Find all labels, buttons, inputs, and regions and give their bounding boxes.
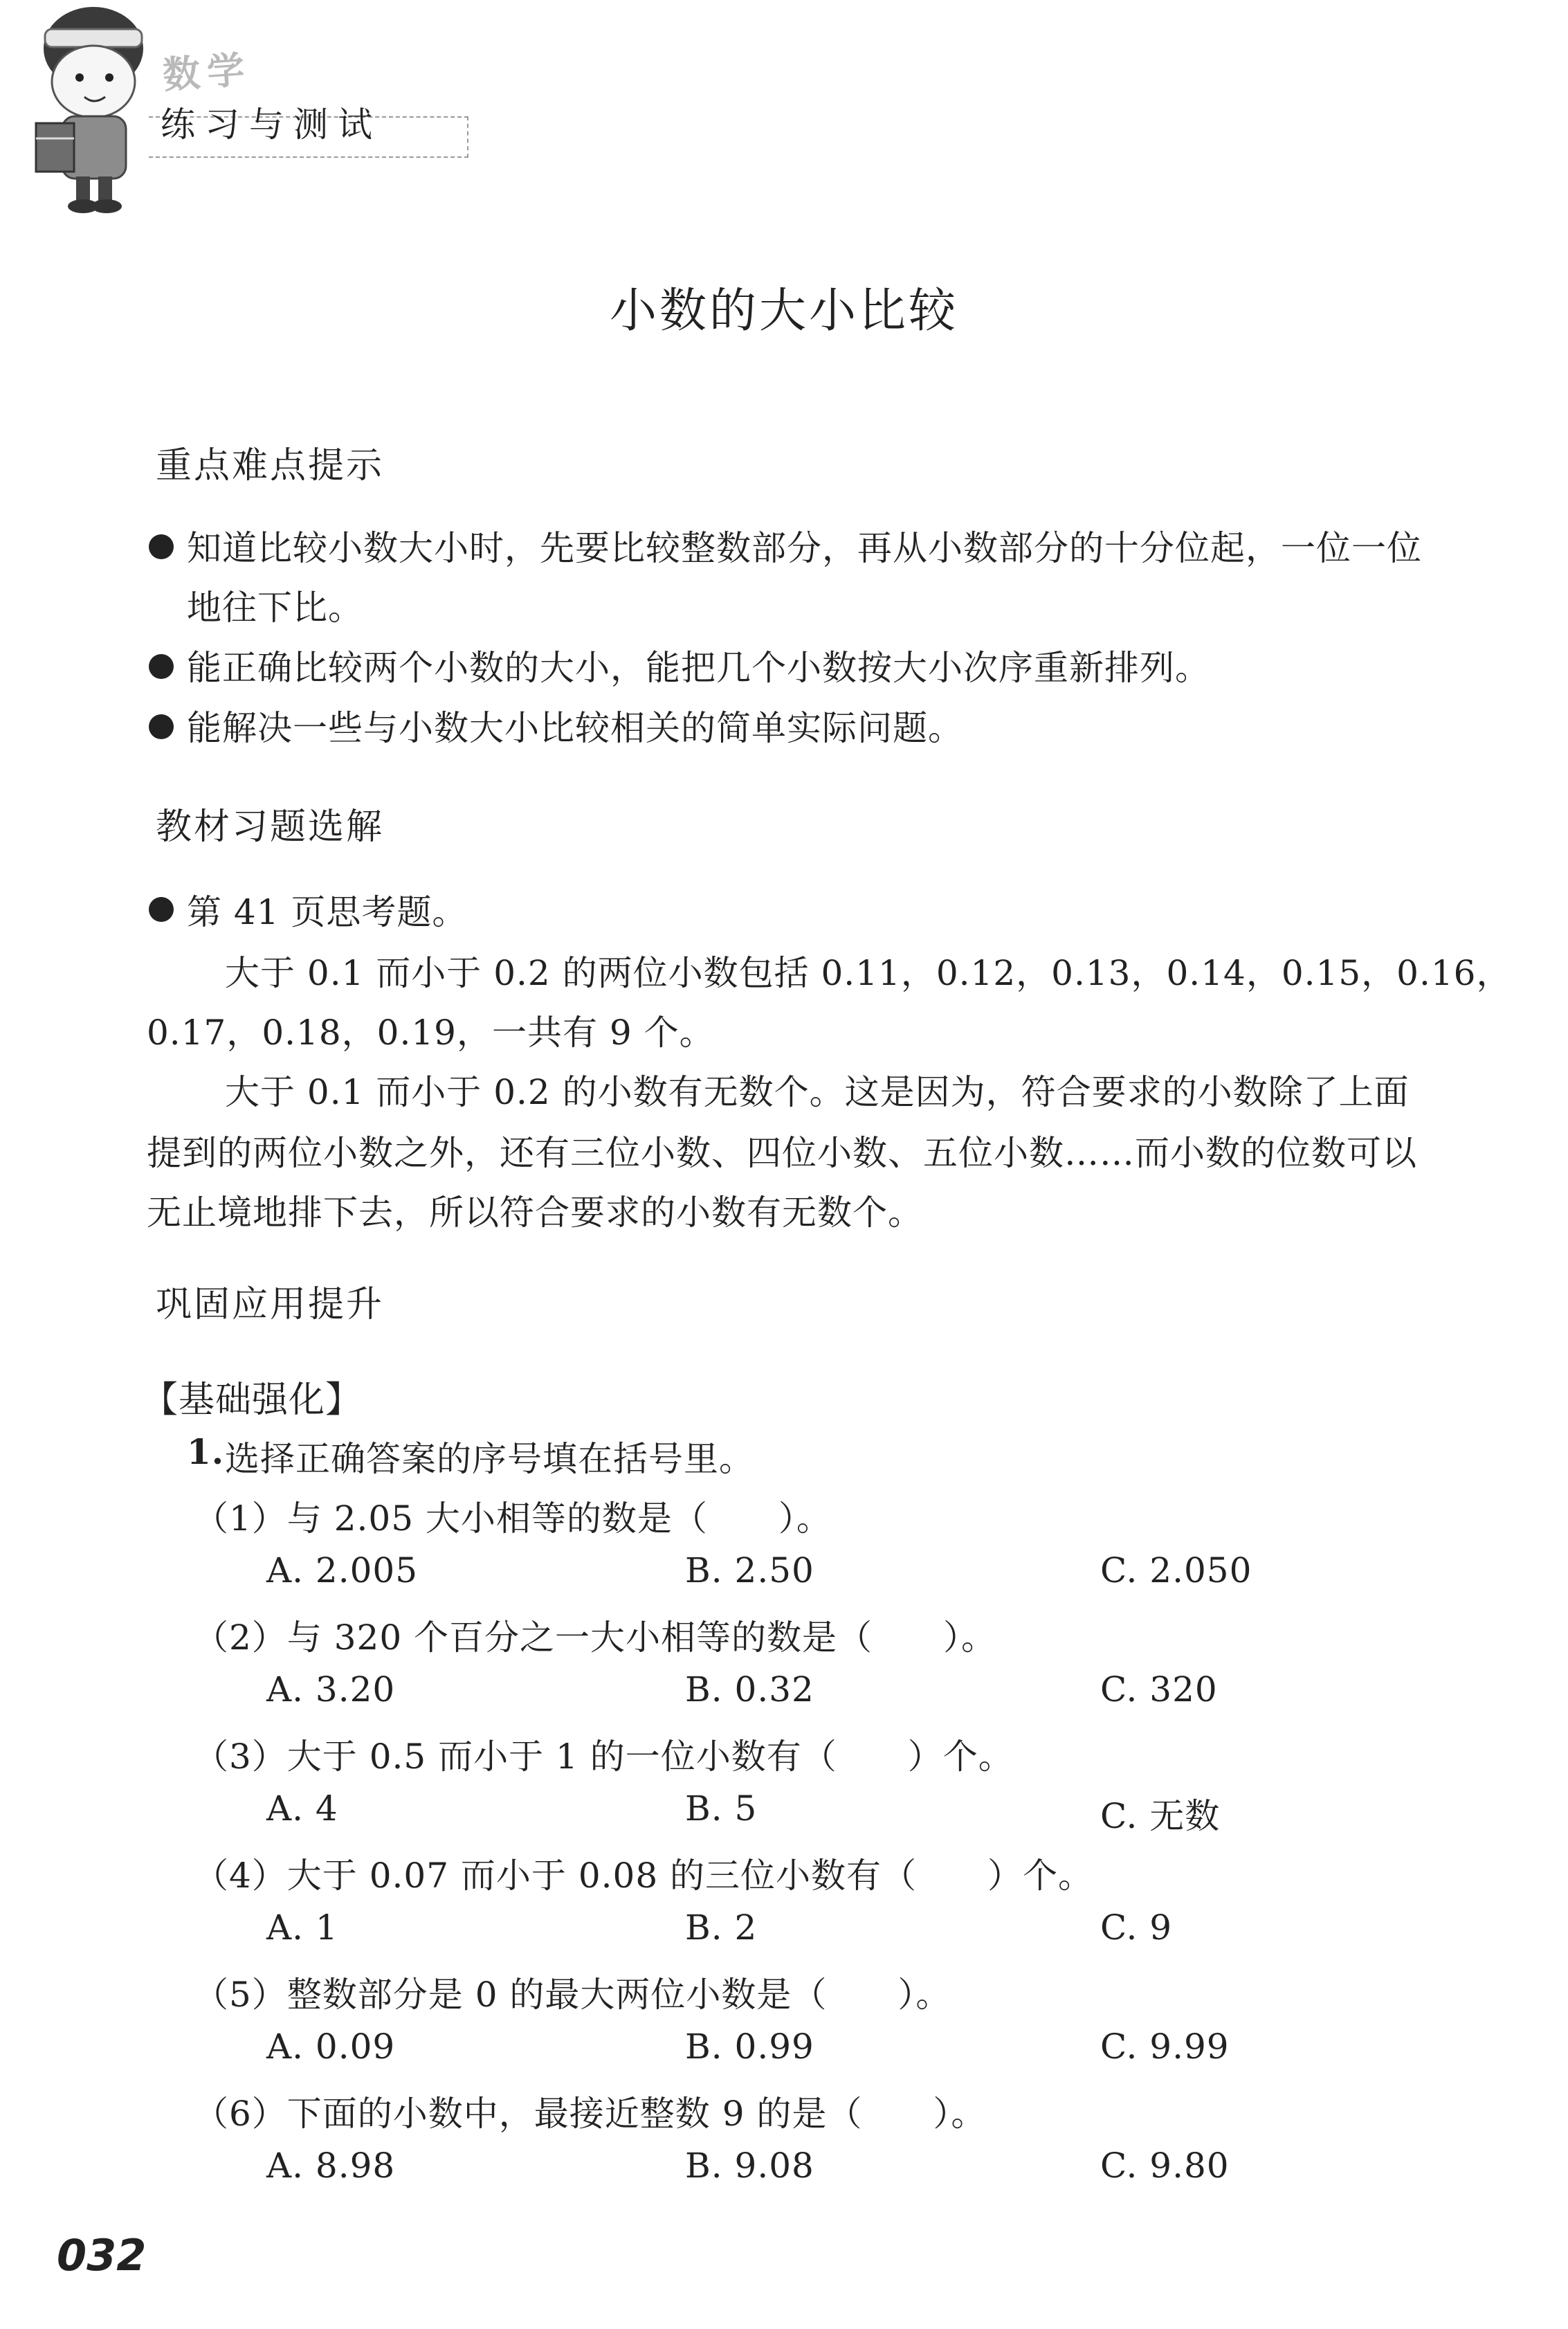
item-6-stem: （6）下面的小数中，最接近整数 9 的是（ ）。 [194, 2094, 987, 2134]
textbook-line-3: 大于 0.1 而小于 0.2 的小数有无数个。这是因为，符合要求的小数除了上面 [225, 1072, 1410, 1112]
key-point-1: 知道比较小数大小时，先要比较整数部分，再从小数部分的十分位起，一位一位 [187, 528, 1422, 568]
item-5-stem: （5）整数部分是 0 的最大两位小数是（ ）。 [194, 1975, 951, 2015]
item-3-stem: （3）大于 0.5 而小于 1 的一位小数有（ ）个。 [194, 1737, 1014, 1777]
section-key-points: 重点难点提示 [156, 445, 385, 487]
textbook-line-5: 无止境地排下去，所以符合要求的小数有无数个。 [147, 1193, 923, 1233]
item-3-option-b: B. 5 [685, 1788, 758, 1829]
brand-title: 练习与测试 [161, 105, 382, 145]
item-3-option-c: C. 无数 [1100, 1796, 1221, 1836]
item-4-option-c: C. 9 [1100, 1907, 1173, 1948]
bullet-icon [149, 714, 174, 739]
bullet-icon [149, 897, 174, 922]
item-2-option-a: A. 3.20 [266, 1669, 396, 1710]
item-5-option-a: A. 0.09 [266, 2027, 396, 2067]
item-1-option-c: C. 2.050 [1100, 1550, 1252, 1591]
brand-subject: 数学 [161, 47, 253, 98]
key-point-3: 能解决一些与小数大小比较相关的简单实际问题。 [187, 708, 963, 748]
item-2-stem: （2）与 320 个百分之一大小相等的数是（ ）。 [194, 1617, 997, 1658]
item-5-option-c: C. 9.99 [1100, 2027, 1230, 2067]
key-point-1-cont: 地往下比。 [187, 588, 363, 628]
item-1-option-a: A. 2.005 [266, 1550, 419, 1591]
basic-label: 【基础强化】 [142, 1379, 363, 1421]
page-title: 小数的大小比较 [609, 284, 958, 338]
textbook-ref: 第 41 页思考题。 [187, 892, 468, 932]
question-text: 选择正确答案的序号填在括号里。 [225, 1439, 754, 1479]
section-practice: 巩固应用提升 [156, 1284, 385, 1325]
item-2-option-c: C. 320 [1100, 1669, 1218, 1710]
item-1-option-b: B. 2.50 [685, 1550, 814, 1591]
bullet-icon [149, 534, 174, 559]
textbook-line-2: 0.17，0.18，0.19，一共有 9 个。 [147, 1013, 715, 1053]
textbook-line-1: 大于 0.1 而小于 0.2 的两位小数包括 0.11，0.12，0.13，0.14，0.15，0.16， [225, 953, 1512, 993]
question-number: 1. [187, 1431, 225, 1472]
item-4-option-a: A. 1 [266, 1907, 338, 1948]
item-4-stem: （4）大于 0.07 而小于 0.08 的三位小数有（ ）个。 [194, 1856, 1094, 1896]
bullet-icon [149, 654, 174, 679]
mascot-illustration [28, 0, 159, 215]
page-number: 032 [57, 2230, 147, 2281]
section-textbook: 教材习题选解 [156, 806, 385, 848]
item-3-option-a: A. 4 [266, 1788, 338, 1829]
item-4-option-b: B. 2 [685, 1907, 758, 1948]
item-6-option-a: A. 8.98 [266, 2146, 396, 2186]
item-6-option-c: C. 9.80 [1100, 2146, 1230, 2186]
item-2-option-b: B. 0.32 [685, 1669, 814, 1710]
textbook-line-4: 提到的两位小数之外，还有三位小数、四位小数、五位小数……而小数的位数可以 [147, 1133, 1417, 1173]
key-point-2: 能正确比较两个小数的大小，能把几个小数按大小次序重新排列。 [187, 648, 1210, 688]
item-1-stem: （1）与 2.05 大小相等的数是（ ）。 [194, 1498, 832, 1539]
item-5-option-b: B. 0.99 [685, 2027, 814, 2067]
item-6-option-b: B. 9.08 [685, 2146, 814, 2186]
